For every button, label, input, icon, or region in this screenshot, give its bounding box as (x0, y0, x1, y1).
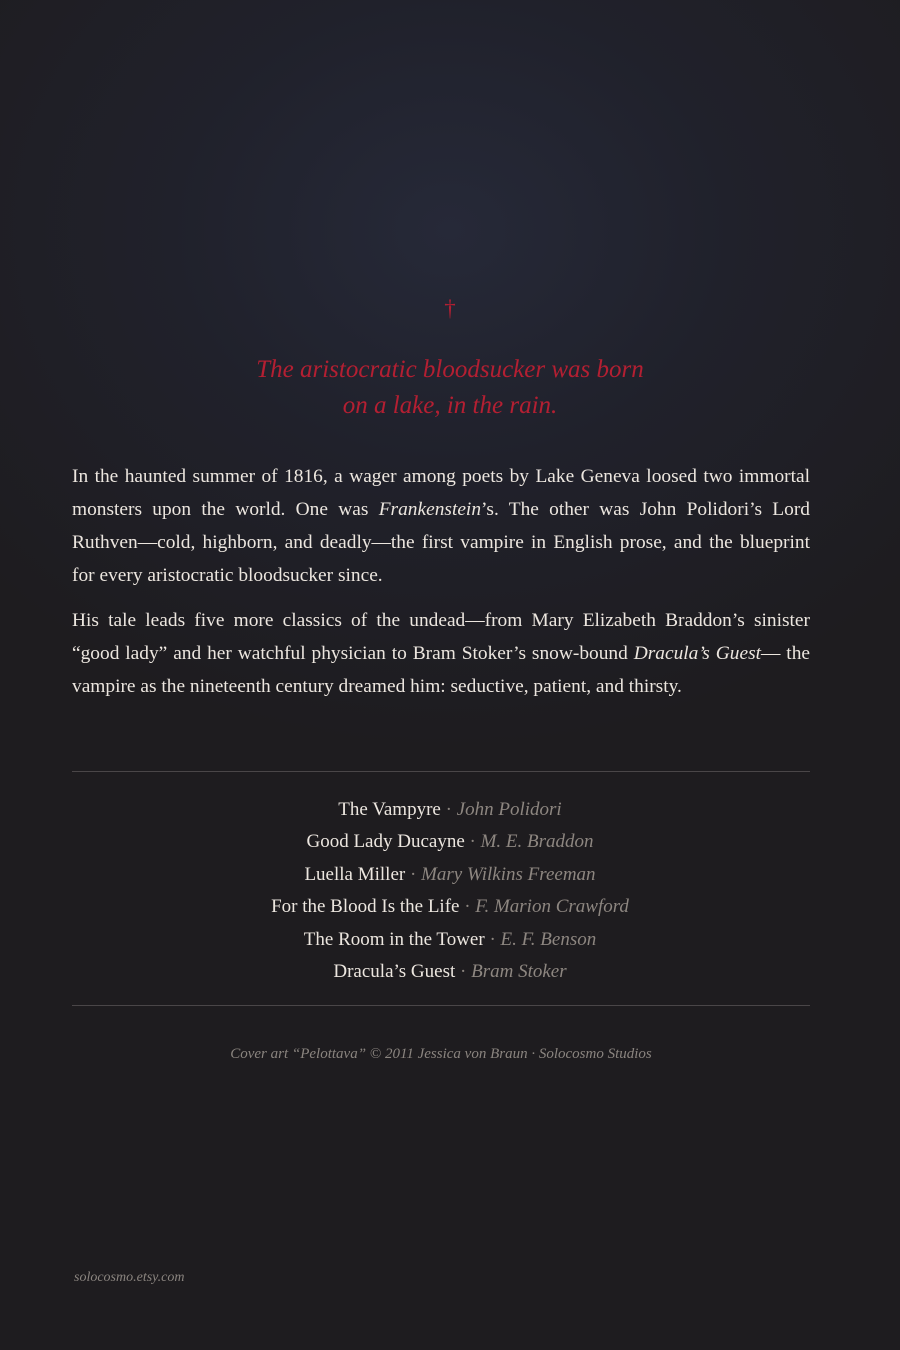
story-author: John Polidori (456, 799, 562, 820)
story-title: Dracula’s Guest (333, 961, 456, 983)
story-author: F. Marion Crawford (475, 896, 629, 918)
story-author: E. F. Benson (500, 928, 597, 950)
tagline-line-1: The aristocratic bloodsucker was born (256, 356, 644, 383)
contents-item (0, 794, 900, 826)
story-title: Luella Miller (304, 863, 406, 885)
story-title: The Vampyre (338, 799, 441, 820)
contents-item (0, 956, 900, 988)
blurb-text: — the vampire as the nineteenth century dreamed him: seductive, patient, and thirsty. (72, 643, 810, 697)
contents-item (0, 826, 900, 858)
story-author: Bram Stoker (471, 961, 567, 983)
table-of-contents (0, 794, 900, 988)
dagger-cross-icon: † (444, 296, 456, 321)
blurb-text: ’s. The other was John Polidori’s Lord Ruthven—cold, highborn, and deadly—the first vampire in English prose, and the blueprint for every aristocratic bloodsucker since. (72, 499, 810, 586)
contents-item (0, 859, 900, 891)
divider-top (72, 771, 810, 772)
blurb-text: In the haunted summer of 1816, a wager among poets by Lake Geneva loosed two immortal monsters upon the world. One was (72, 466, 810, 520)
separator-dot: · (455, 961, 472, 983)
book-title-draculas-guest: Dracula’s Guest (633, 643, 761, 664)
story-author: Mary Wilkins Freeman (421, 863, 596, 885)
separator-dot: · (464, 831, 481, 853)
story-title: Good Lady Ducayne (306, 831, 465, 853)
blurb-paragraph-1 (72, 460, 810, 592)
separator-dot: · (405, 863, 422, 885)
separator-dot: · (440, 799, 457, 820)
tagline-line-2: on a lake, in the rain. (342, 392, 558, 419)
blurb (72, 460, 810, 715)
tagline (0, 352, 900, 424)
blurb-paragraph-2 (72, 604, 810, 703)
divider-bottom (72, 1005, 810, 1006)
blurb-text: His tale leads five more classics of the undead—from Mary Elizabeth Braddon’s sinister “good lady” and her watchful physician to Bram Stoker’s snow-bound (72, 610, 810, 664)
book-title-frankenstein: Frankenstein (378, 499, 482, 520)
story-title: For the Blood Is the Life (271, 896, 460, 918)
separator-dot: · (484, 928, 501, 950)
cover-art-credit: Cover art “Pelottava” © 2011 Jessica von Braun · Solocosmo Studios (230, 1046, 652, 1062)
story-title: The Room in the Tower (303, 928, 485, 950)
contents-item (0, 891, 900, 923)
contents-item (0, 924, 900, 956)
story-author: M. E. Braddon (480, 831, 594, 853)
separator-dot: · (459, 896, 476, 918)
website-url: solocosmo.etsy.com (74, 1270, 185, 1285)
